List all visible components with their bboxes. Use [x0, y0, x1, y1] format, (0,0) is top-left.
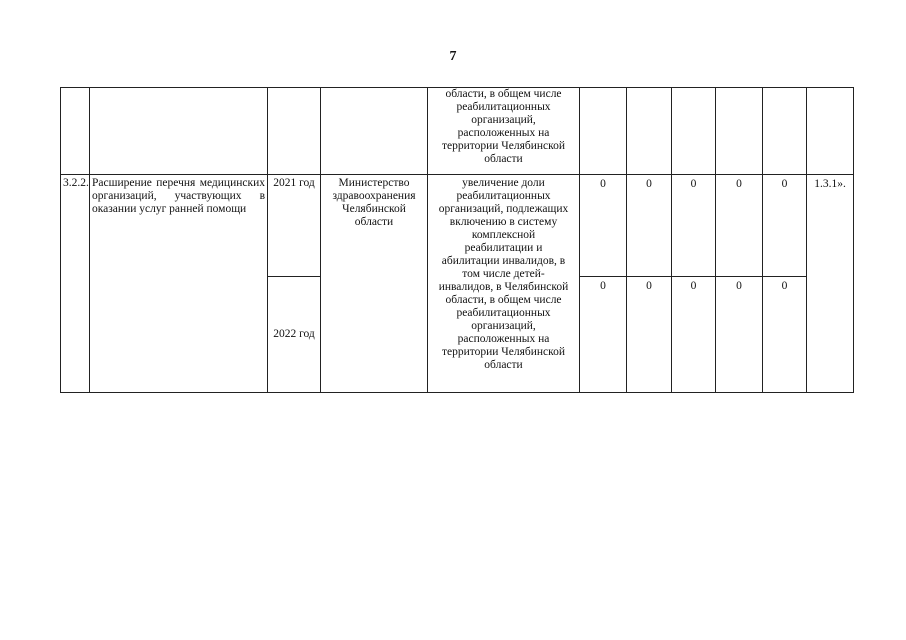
year-cell — [268, 175, 321, 277]
measure-name: Расширение перечня медицинских организаций, участвующих в оказании услуг ранней помощи — [92, 177, 265, 215]
value-cell — [716, 175, 763, 277]
year-2022: 2022 год — [273, 328, 315, 340]
value-cell — [580, 88, 627, 175]
indicator-text: увеличение доли реабилитационных организаций, подлежащих включению в систему комплексной реабилитации и абилитации инвалидов, в том числе детей- инвалидов, в Челябинской области, в общем числе реабилитационных организаций, расположенных на территории Челябинской области — [438, 177, 569, 371]
measures-table — [60, 87, 854, 393]
value-2022-5: 0 — [781, 280, 788, 292]
code-cell — [61, 88, 90, 175]
reference-text: 1.3.1». — [814, 178, 846, 190]
value-2021-5: 0 — [781, 178, 788, 190]
value-cell — [627, 277, 672, 393]
year-cell — [268, 277, 321, 393]
value-2022-3: 0 — [690, 280, 697, 292]
table-row — [61, 88, 854, 175]
value-2021-3: 0 — [690, 178, 697, 190]
value-cell — [580, 277, 627, 393]
value-2022-2: 0 — [646, 280, 652, 292]
value-2021-2: 0 — [646, 178, 652, 190]
executor-cell — [321, 175, 428, 393]
value-cell — [716, 88, 763, 175]
value-2021-4: 0 — [736, 178, 742, 190]
value-cell — [763, 175, 807, 277]
indicator-cell — [428, 175, 580, 393]
value-cell — [627, 88, 672, 175]
value-2022-4: 0 — [736, 280, 742, 292]
executor-text: Министерство здравоохранения Челябинской области — [332, 177, 416, 228]
value-cell — [672, 175, 716, 277]
indicator-text: области, в общем числе реабилитационных организаций, расположенных на территории Челябинской области — [441, 88, 566, 165]
reference-cell — [807, 175, 854, 393]
value-cell — [716, 277, 763, 393]
value-cell — [763, 88, 807, 175]
indicator-cell — [428, 88, 580, 175]
value-2022-1: 0 — [600, 280, 606, 292]
value-cell — [580, 175, 627, 277]
value-cell — [763, 277, 807, 393]
executor-cell — [321, 88, 428, 175]
code-cell — [61, 175, 90, 393]
reference-cell — [807, 88, 854, 175]
name-cell — [90, 175, 268, 393]
value-cell — [672, 88, 716, 175]
name-cell — [90, 88, 268, 175]
year-2021: 2021 год — [273, 177, 315, 189]
value-2021-1: 0 — [600, 178, 606, 190]
page-number: 7 — [449, 49, 457, 64]
value-cell — [672, 277, 716, 393]
table-row — [61, 175, 854, 277]
value-cell — [627, 175, 672, 277]
year-cell — [268, 88, 321, 175]
measure-code: 3.2.2. — [63, 177, 89, 189]
